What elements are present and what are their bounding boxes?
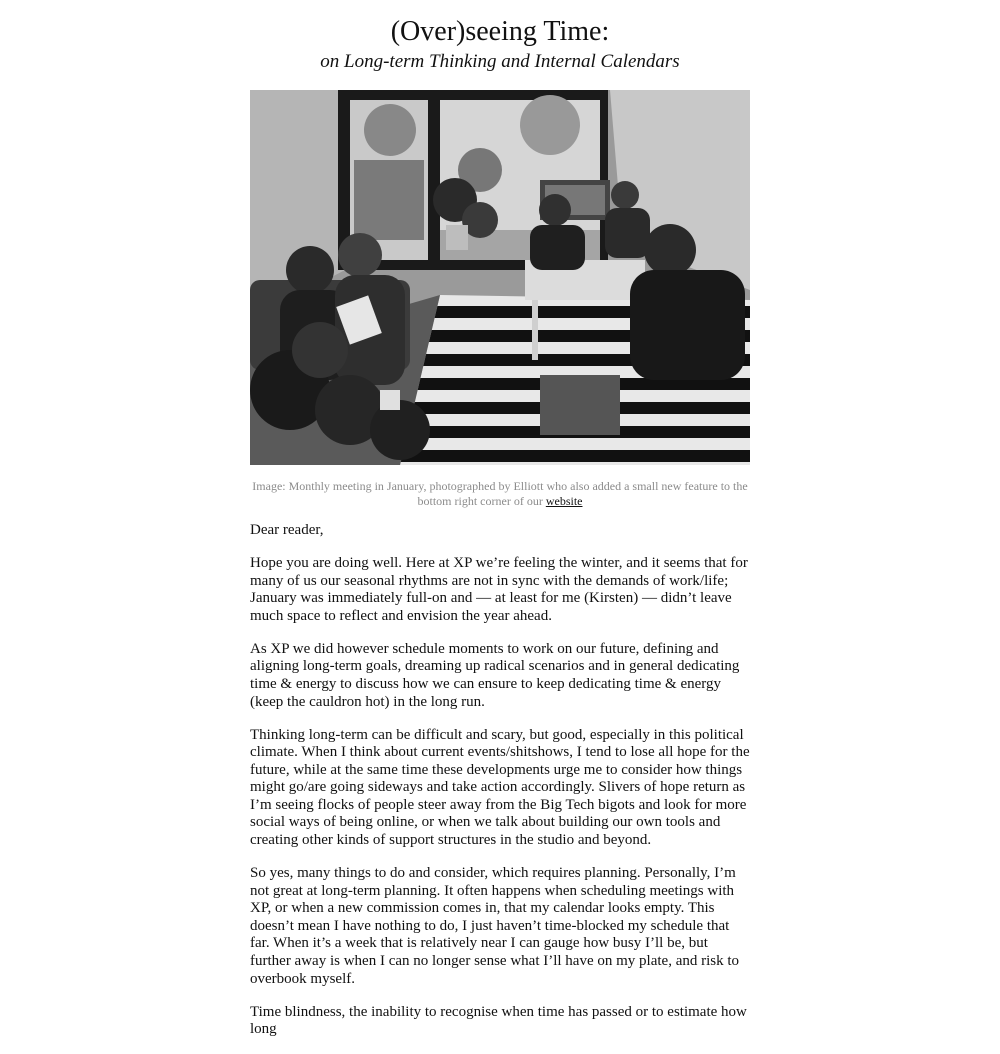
photo-caption	[250, 479, 750, 509]
paragraph: Time blindness, the inability to recognise when time has passed or to estimate how long	[250, 1003, 747, 1038]
meeting-photo	[250, 90, 750, 465]
paragraph: Thinking long-term can be difficult and scary, but good, especially in this political climate. When I think about current events/shitshows, I tend to lose all hope for the future, while at the same time these developments urge me to consider how things might go/are going sideways and take action accordingly. Slivers of hope return as I’m seeing flocks of people steer away from the Big Tech bigots and look for more social ways of being online, or when we talk about building our own tools and creating other kinds of support structures in the studio and beyond.	[250, 726, 750, 849]
website-link[interactable]: website	[545, 494, 583, 508]
paragraph: So yes, many things to do and consider, which requires planning. Personally, I’m not great at long-term planning. It often happens when scheduling meetings with XP, or when a new commission comes in, that my calendar looks empty. This doesn’t mean I have nothing to do, I just haven’t time-blocked my schedule that far. When it’s a week that is relatively near I can gauge how busy I’ll be, but further away is when I can no longer sense what I’ll have on my plate, and risk to overbook myself.	[250, 865, 740, 987]
greeting: Dear reader,	[250, 522, 324, 538]
letter-body	[250, 522, 750, 1054]
page-title: (Over)seeing Time:	[390, 16, 610, 47]
paragraph: As XP we did however schedule moments to work on our future, defining and aligning long-term goals, dreaming up radical scenarios and in general dedicating time & energy to discuss how we can ensure to keep dedicating time & energy (keep the cauldron hot) in the long run.	[250, 640, 740, 710]
caption-text: Image: Monthly meeting in January, photographed by Elliott who also added a small new feature to the bottom right corner of our	[252, 479, 748, 508]
page-subtitle: on Long-term Thinking and Internal Calendars	[320, 51, 680, 72]
paragraph: Hope you are doing well. Here at XP we’re feeling the winter, and it seems that for many of us our seasonal rhythms are not in sync with the demands of work/life; January was immediately full-on and — at least for me (Kirsten) — didn’t leave much space to reflect and envision the year ahead.	[250, 554, 748, 624]
